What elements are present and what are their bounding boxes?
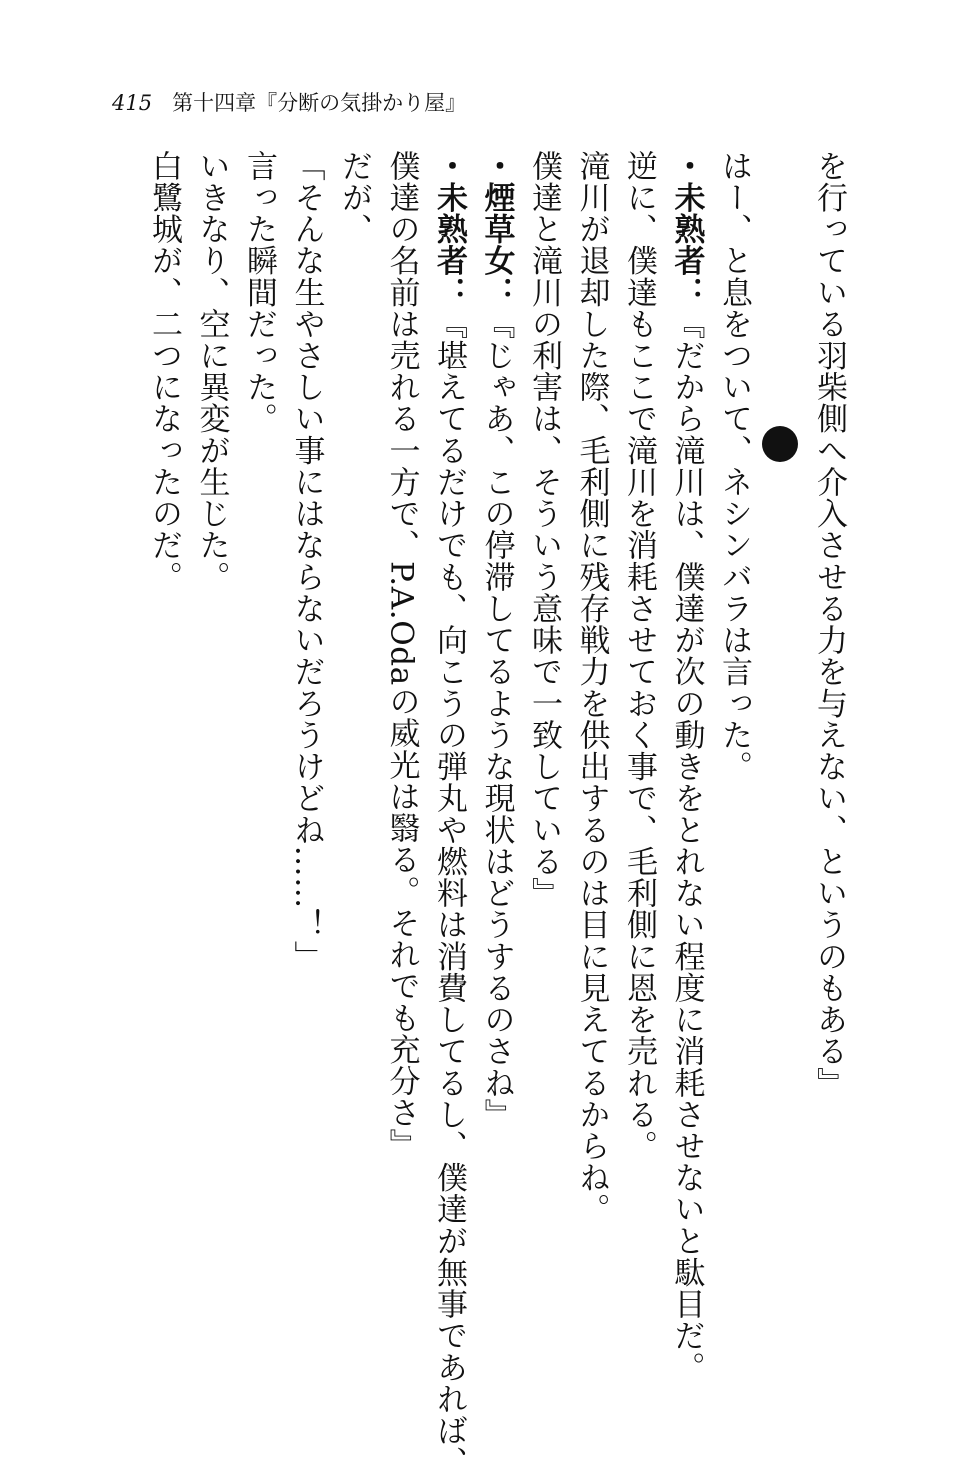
line-text: いきなり、空に異変が生じた。 [193,150,230,593]
line-text: 『じゃあ、この停滞してるような現状はどうするのさね』 [478,308,515,1131]
line-text: を行っている羽柴側へ介入させる力を与えない、というのもある』 [811,150,847,1099]
speaker-label: ・煙草女： [478,150,515,309]
body-text [140,150,853,1478]
line-text: 滝川が退却した際、毛利側に残存戦力を供出するのは目に見えてるからね。 [573,150,610,1226]
text-line [520,150,568,1300]
text-line [662,150,710,1384]
line-text: 「そんな生やさしい事にはならないだろうけどね……！」 [288,150,325,973]
text-line [710,150,758,1300]
text-line [615,150,663,1300]
text-line [805,150,853,1300]
text-line [567,150,615,1300]
chapter-title: 第十四章『分断の気掛かり屋』 [172,91,467,115]
line-text: 『堪えてるだけでも、向こうの弾丸や燃料は消費してるし、僕達が無事であれば、 [431,308,467,1478]
text-line [377,150,425,1300]
line-text: 『だから滝川は、僕達が次の動きをとれない程度に消耗させないと駄目だ。 [668,308,705,1384]
text-line [757,150,805,1300]
text-line [235,150,283,1300]
line-text: 言った瞬間だった。 [241,150,277,435]
speaker-label: ・未熟者： [668,150,705,309]
line-text: 僕達と滝川の利害は、そういう意味で一致している』 [526,150,562,909]
text-line [472,150,520,1300]
line-text: 逆に、僕達もここで滝川を消耗させておく事で、毛利側に恩を売れる。 [621,150,657,1162]
text-line [140,150,188,1300]
text-line [330,150,378,1300]
text-line [425,150,473,1478]
running-head [112,88,466,118]
page-number: 415 [112,91,153,115]
line-text: 僕達の名前は売れる一方で、P.A.Odaの威光は翳る。それでも充分さ』 [383,150,420,1161]
text-line [282,150,330,1300]
line-text: だが、 [336,150,372,245]
line-text: 白鷺城が、二つになったのだ。 [146,150,182,593]
line-text: はー、と息をついて、ネシンバラは言った。 [716,150,752,783]
text-line [187,150,235,1300]
speaker-label: ・未熟者： [431,150,467,309]
